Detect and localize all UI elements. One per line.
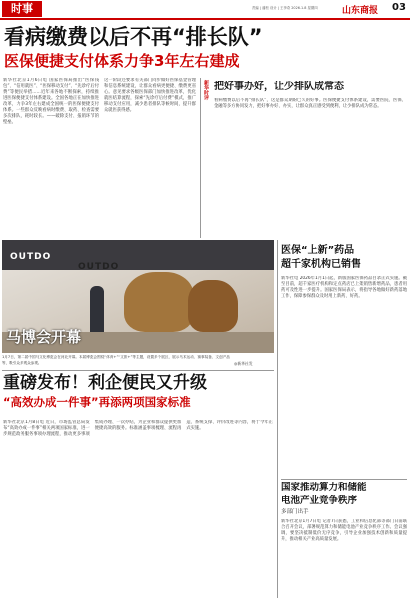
horse-figure <box>124 272 194 332</box>
paper-name: 山东商报 <box>342 6 379 16</box>
comment-title: 把好事办好，让少排队成常态 <box>214 81 344 92</box>
section-tag: 时事 <box>2 1 42 17</box>
horse-figure-2 <box>188 280 238 332</box>
photo-overlay-title: 马博会开幕 <box>6 328 82 346</box>
outdo-logo-text-2: OUTDO <box>78 262 120 272</box>
right-brief1-body: 新华社电 2026年1月1日起，新版国家医保药品目录正式实施。截至目前，超千家医疗机构和定点药店已上架销售新增药品，患者用药可及性进一步提升。国家医保局表示，将指导各地做好新药落地工作，保障参保群众及时用上新药、好药。 <box>281 276 407 299</box>
header-meta: 责编 | 潘松 设计 | 王李奇 2026.1.8 星期四 <box>252 6 318 10</box>
page-number: 03 <box>392 2 406 13</box>
photo <box>2 240 274 353</box>
right-brief2-body: 新华社北京1月7日电 记者7日获悉，工业和信息化部等部门日前联合召开会议，部署规范算力和储能电池产业竞争秩序工作。会议强调，要坚决抵制低价无序竞争，引导企业加强技术创新和质量提升，推动相关产业高质量发展。 <box>281 519 407 542</box>
photo-credit: ◎新华社发 <box>234 361 253 366</box>
right-brief-divider <box>281 479 407 480</box>
right-brief2-line1: 国家推动算力和储能 <box>281 482 367 493</box>
lead-body-mid: 这一阶段还要求有关部门同步做好医保基金管理和信息系统建设，让群众看病更便捷、缴费更省心。意见要求各级医保部门加快推进改革，优化就医结算流程，探索“先诊疗后付费”模式，推广移动支付应用，减少患者排队等候时间，提升群众就医获得感。 <box>104 78 196 113</box>
photo-caption: 1月7日，第二届中国马文化博览会在河北开幕。本届博览会围绕“体育+”“文旅+”等主题，设置多个展区，展示马术运动、赛事装备、文创产品等，吸引众多观众参观。 <box>2 355 230 365</box>
story2-headline: 重磅发布！利企便民又升级 <box>3 373 207 393</box>
lead-subhead: 医保便捷支付体系力争3年左右建成 <box>4 52 240 70</box>
story2-rule <box>2 370 274 371</box>
right-brief1-line2: 超千家机构已销售 <box>281 259 361 270</box>
right-brief1-line1: 医保“上新”药品 <box>281 245 355 256</box>
story2-body: 新华社北京1月8日电 近日，市场监管总局发布“高效办成一件事”相关两项国家标准，进一步规范政务服务事项办理流程，推动更多事项集成办理、一次办结，为企业和群众提供更加便捷高效的服务。标准涵盖事项梳理、流程再造、系统支撑、评价改进等内容，将于今年正式实施。 <box>3 420 273 437</box>
comment-body: 看病缴费以后不再“排长队”，这是群众期盼已久的好事。医保便捷支付体系建设，需要医院、医保、金融等多方协同发力，把好事办好、办实，让群众真正感受到便利，让少排队成为常态。 <box>214 98 406 109</box>
header-rule <box>0 18 410 20</box>
lead-body-left: 新华社北京1月6日电 国家医保局推出“医保钱包”、“信用就医”、“医保移动支付”、“先诊疗后付费”等便民举措……近年来各地不断探索，持续推进医保便捷支付体系建设。全国各地正在加快推进改革，力争3年左右建成全国统一的医保便捷支付体系。一些群众反映看病时缴费、取药、检查需要多次排队，耗时较长。——破除支付、报销环节的壁垒。 <box>3 78 99 125</box>
outdo-logo-text: OUTDO <box>10 252 52 262</box>
right-brief2-line3: 多部门出手 <box>281 509 309 515</box>
comment-divider <box>200 78 201 238</box>
person-figure <box>90 286 104 336</box>
story2-subhead: “高效办成一件事”再添两项国家标准 <box>3 395 191 409</box>
sidebar-label: 新华时评 <box>203 80 209 100</box>
right-column-rule <box>277 240 278 598</box>
lead-headline: 看病缴费以后不再“排长队” <box>4 25 263 49</box>
right-brief2-line2: 电池产业竞争秩序 <box>281 495 358 506</box>
